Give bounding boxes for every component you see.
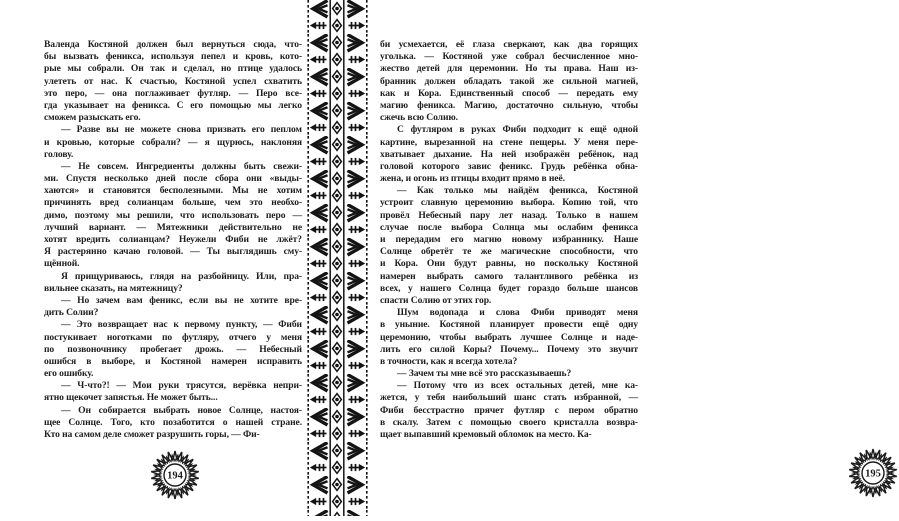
text-line: — Разве вы не можете снова призвать его пеплом — [61, 124, 302, 136]
paragraph — [44, 319, 302, 380]
text-line: всех, у нашего Солнца будет гораздо больше шансов — [380, 282, 638, 294]
text-line: уголька. — Костяной уже собрал бесчисленное мно- — [380, 51, 638, 63]
page-number: 194 — [167, 470, 183, 482]
text-line: головой которого завис феникс. Грудь ребёнка обна- — [380, 160, 638, 172]
paragraph — [44, 124, 302, 161]
paragraph — [44, 405, 302, 442]
text-line: — Не совсем. Ингредиенты должны быть свежи- — [61, 160, 302, 172]
paragraph — [380, 307, 638, 368]
text-line: — Как только мы найдём феникса, Костяной — [397, 185, 638, 197]
text-line: провёл Небесный пару лет назад. Только в нашем — [380, 209, 638, 221]
text-line: щее Солнце. Того, кто позаботится о нашей стране. — [44, 416, 302, 428]
text-line: и передадим его магию новому избраннику. Наше — [380, 234, 638, 245]
text-line: в точности, как я всегда хотела? — [380, 355, 518, 367]
text-line: случае после выбора Солнца мы ослабим феникса — [380, 221, 638, 233]
text-line: дить Солии? — [44, 307, 99, 319]
text-line: вильнее сказать, на мятежницу? — [44, 282, 183, 294]
text-line: сжечь всю Солию. — [380, 112, 458, 124]
sunburst-icon — [149, 449, 201, 501]
text-line: улететь от нас. К счастью, Костяной успел схватить — [44, 75, 302, 87]
text-line: — Потому что из всех остальных детей, мне ка- — [397, 380, 638, 392]
text-line: щает выпавший кремовый обломок на место. Ка- — [380, 429, 592, 440]
text-line: жена, и огонь из птицы входит прямо в неё. — [380, 173, 565, 185]
text-line: это перо, — она поглаживает футляр. — Перо все- — [44, 87, 302, 99]
paragraph — [44, 271, 302, 295]
text-line: хотят вредить солианцам? Неужели Фиби не лжёт? — [44, 234, 302, 245]
text-line: жется, у тебя наибольший шанс стать избранной, — — [380, 392, 638, 404]
paragraph — [380, 368, 638, 380]
page-number: 195 — [865, 468, 881, 480]
sunburst-icon — [847, 447, 899, 499]
text-line: рые мы собрали. Он так и сделал, но птице удалось — [44, 63, 302, 75]
page-number-medallion-left — [149, 449, 201, 501]
text-line: лить его силой Коры? Почему... Почему это звучит — [380, 343, 638, 355]
page-left — [0, 0, 307, 516]
text-line: — Он собирается выбрать новое Солнце, настоя- — [61, 404, 302, 416]
text-line: спасти Солию от этих гор. — [380, 294, 492, 306]
text-line: — Это возвращает нас к первому пункту, — Фиби — [61, 319, 302, 331]
page-left-text — [44, 39, 302, 441]
text-line: постукивает ноготками по футляру, отчего у меня — [44, 331, 302, 343]
ethnic-pattern-icon — [307, 0, 368, 516]
text-line: и Кора. Они будут равны, но поскольку Костяной — [380, 258, 638, 270]
paragraph — [380, 185, 638, 307]
text-line: как и Кора. Единственный способ — передать ему — [380, 87, 638, 99]
page-right-text — [380, 39, 638, 441]
text-line: ми. Спустя несколько дней после сбора они «выды- — [44, 173, 302, 185]
text-line: в уныние. Костяной планирует провести ещё одну — [380, 319, 638, 331]
text-line: — Но зачем вам феникс, если вы не хотите вре- — [61, 294, 302, 306]
paragraph — [44, 380, 302, 404]
text-line: бранник должен обладать такой же сильной магией, — [380, 75, 638, 87]
text-line: лучший вариант. — Мятежники действительно не — [44, 221, 302, 233]
text-line: по позвоночнику пробегает дрожь. — Небесный — [44, 343, 302, 355]
text-line: би усмехается, её глаза сверкают, как два горящих — [380, 39, 638, 50]
text-line: магию феникса. Магию, достаточно сильную, чтобы — [380, 99, 638, 111]
text-line: гда указывает на феникса. С его помощью мы легко — [44, 99, 302, 111]
paragraph — [44, 39, 302, 124]
text-line: щённой. — [44, 258, 80, 270]
paragraph — [44, 295, 302, 319]
paragraph — [44, 161, 302, 271]
text-line: Шум водопада и слова Фиби приводят меня — [397, 307, 638, 319]
text-line: причинять вред солианцам больше, чем это необхо- — [44, 197, 302, 209]
text-line: голову. — [44, 148, 74, 160]
paragraph — [380, 124, 638, 185]
text-line: его ошибку. — [44, 368, 94, 380]
text-line: Я прищуриваюсь, глядя на разбойницу. Или, пра- — [61, 270, 302, 282]
paragraph — [380, 380, 638, 441]
text-line: и кровью, которые собрали? — я щурюсь, наклоняя — [44, 136, 302, 148]
text-line: димо, поэтому мы решили, что использовать перо — — [44, 209, 302, 221]
text-line: Я растерянно качаю головой. — Ты выглядишь сму- — [44, 246, 302, 258]
text-line: Валенда Костяной должен был вернуться сюда, что- — [44, 39, 302, 50]
text-line: бы вызвать феникса, используя пепел и кровь, кото- — [44, 51, 302, 63]
text-line: — Зачем ты мне всё это рассказываешь? — [397, 368, 572, 380]
text-line: намерен выбрать самого талантливого ребёнка из — [380, 270, 638, 282]
text-line: картине, вырезанной на стене пещеры. У меня пере- — [380, 136, 638, 148]
text-line: ошибся в выборе, и Костяной намерен исправить — [44, 355, 302, 367]
ornament-strip — [307, 0, 368, 516]
text-line: хаются» и становятся бесполезными. Мы не хотим — [44, 185, 302, 197]
text-line: устроит славную церемонию выбора. Копию той, что — [380, 197, 638, 209]
text-line: — Ч-что?! — Мои руки трясутся, верёвка непри- — [61, 380, 302, 392]
text-line: Солнце обретёт те же магические способности, что — [380, 246, 638, 258]
text-line: церемонию, чтобы выбрать лучшее Солнце и наде- — [380, 331, 638, 343]
page-right — [368, 0, 881, 516]
text-line: Кто на самом деле сможет разрушить горы, — Фи- — [44, 429, 260, 440]
text-line: сможем разыскать его. — [44, 112, 141, 124]
text-line: С футляром в руках Фиби подходит к ещё одной — [397, 124, 638, 136]
text-line: жество детей для церемонии. Но ты права. Наш из- — [380, 63, 638, 75]
text-line: ятно щекочет запястья. Не может быть... — [44, 392, 218, 404]
text-line: хватывает дыхание. На ней изображён ребёнок, над — [380, 148, 638, 160]
paragraph — [380, 39, 638, 124]
text-line: Фиби бесстрастно прячет футляр с пером обратно — [380, 404, 638, 416]
page-number-medallion-right — [847, 447, 899, 499]
text-line: в скалу. Затем с помощью своего кристалла возвра- — [380, 416, 638, 428]
